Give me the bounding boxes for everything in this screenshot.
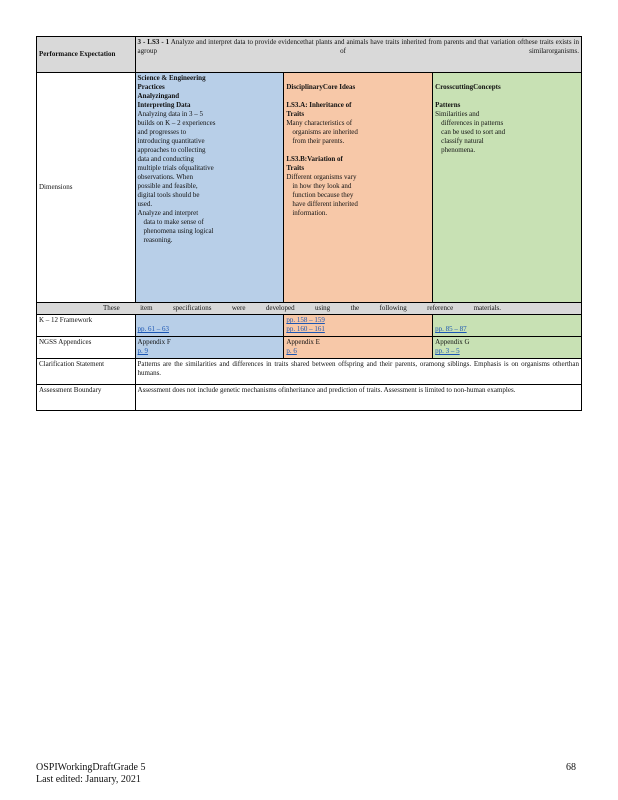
footer [36, 762, 145, 786]
ngss-core-appendix: Appendix E [286, 338, 320, 346]
core-sub-2a: LS3.B:Variation of [286, 155, 343, 163]
core-bullet-1 [286, 119, 430, 146]
dimensions-row [37, 73, 582, 303]
core-line: Different organisms vary [286, 173, 357, 181]
crosscutting-title: CrosscuttingConcepts [435, 83, 501, 91]
practices-bullet-line: Analyze and interpret [137, 209, 199, 217]
framework-practices-link[interactable]: pp. 61 – 63 [137, 325, 170, 333]
core-sub-1b: Traits [286, 110, 305, 118]
crosscutting-cell [433, 73, 582, 303]
reference-note-row [37, 303, 582, 315]
core-line: Many characteristics of [286, 119, 353, 127]
core-line: organisms are inherited [292, 128, 358, 136]
framework-crosscutting [433, 315, 582, 337]
practices-bullet-line: reasoning. [143, 236, 173, 244]
ngss-practices-appendix: Appendix F [137, 338, 171, 346]
core-sub-1a: LS3.A: Inheritance of [286, 101, 352, 109]
crosscutting-line: differences in patterns [441, 119, 504, 127]
crosscutting-sub: Patterns [435, 101, 461, 109]
framework-practices [135, 315, 284, 337]
page-number: 68 [566, 762, 576, 773]
ngss-label: NGSS Appendices [37, 337, 136, 359]
core-line: information. [292, 209, 328, 217]
core-bullet-2 [286, 173, 430, 218]
ngss-practices [135, 337, 284, 359]
dimensions-label: Dimensions [37, 73, 136, 303]
practices-bullet-line: data to make sense of [143, 218, 204, 226]
practices-line: possible and feasible, [137, 182, 198, 190]
ngss-practices-link[interactable]: p. 9 [137, 347, 149, 355]
practices-line: used. [137, 200, 153, 208]
core-line: function because they [292, 191, 354, 199]
practices-line: digital tools should be [137, 191, 200, 199]
practices-line: data and conducting [137, 155, 194, 163]
ngss-crosscutting-link[interactable]: pp. 3 – 5 [435, 347, 460, 355]
core-line: in how they look and [292, 182, 352, 190]
ngss-core-link[interactable]: p. 6 [286, 347, 297, 355]
practices-line: introducing quantitative [137, 137, 205, 145]
crosscutting-line: can be used to sort and [441, 128, 506, 136]
practices-bullet-line: phenomena using logical [143, 227, 214, 235]
framework-core-link-1[interactable]: pp. 158 – 159 [286, 316, 325, 324]
performance-label: Performance Expectation [37, 37, 136, 73]
framework-core-link-2[interactable]: pp. 160 – 161 [286, 325, 325, 333]
performance-code: 3 - LS3 - 1 [137, 38, 170, 46]
practices-line: builds on K – 2 experiences [137, 119, 216, 127]
practices-cell [135, 73, 284, 303]
reference-note: These item specifications were developed using the following reference materials. [37, 303, 582, 315]
footer-draft-label: OSPIWorkingDraftGrade 5 [36, 762, 146, 773]
framework-crosscutting-link[interactable]: pp. 85 – 87 [435, 325, 467, 333]
clarification-row [37, 359, 582, 385]
core-line: have different inherited [292, 200, 358, 208]
core-ideas-cell [284, 73, 433, 303]
ngss-crosscutting [433, 337, 582, 359]
clarification-label: Clarification Statement [37, 359, 136, 385]
crosscutting-line: Similarities and [435, 110, 480, 118]
practices-title-2: Practices [137, 83, 165, 91]
practices-line: and progresses to [137, 128, 187, 136]
performance-row [37, 37, 582, 73]
crosscutting-line: phenomena. [441, 146, 476, 154]
performance-text [135, 37, 581, 73]
framework-row [37, 315, 582, 337]
core-title: DisciplinaryCore Ideas [286, 83, 356, 91]
assessment-label: Assessment Boundary [37, 385, 136, 411]
practices-line: Analyzing data in 3 – 5 [137, 110, 204, 118]
assessment-row [37, 385, 582, 411]
ngss-crosscutting-appendix: Appendix G [435, 338, 470, 346]
practices-body [138, 110, 282, 245]
practices-sub-2: Interpreting Data [137, 101, 191, 109]
practices-line: multiple trials ofqualitative [137, 164, 214, 172]
crosscutting-line: classify natural [441, 137, 484, 145]
crosscutting-body [435, 110, 579, 155]
framework-label: K – 12 Framework [37, 315, 136, 337]
footer-last-edited: Last edited: January, 2021 [36, 774, 141, 785]
ngss-row [37, 337, 582, 359]
practices-title-1: Science & Engineering [137, 74, 206, 82]
assessment-text: Assessment does not include genetic mechanisms ofinheritance and prediction of traits. Assessment is limited to non-human examples. [135, 385, 581, 411]
performance-description: Analyze and interpret data to provide evidencethat plants and animals have traits inherited from parents and that variation ofthese traits exists in agroup of similarorganisms. [137, 38, 579, 55]
item-specification-table [36, 36, 582, 411]
ngss-core [284, 337, 433, 359]
practices-line: observations. When [137, 173, 193, 181]
core-sub-2b: Traits [286, 164, 305, 172]
practices-sub-1: Analyzingand [137, 92, 180, 100]
clarification-text: Patterns are the similarities and differences in traits shared between offspring and their parents, oramong siblings. Emphasis is on organisms otherthan humans. [135, 359, 581, 385]
core-line: from their parents. [292, 137, 345, 145]
practices-line: approaches to collecting [137, 146, 206, 154]
framework-core [284, 315, 433, 337]
